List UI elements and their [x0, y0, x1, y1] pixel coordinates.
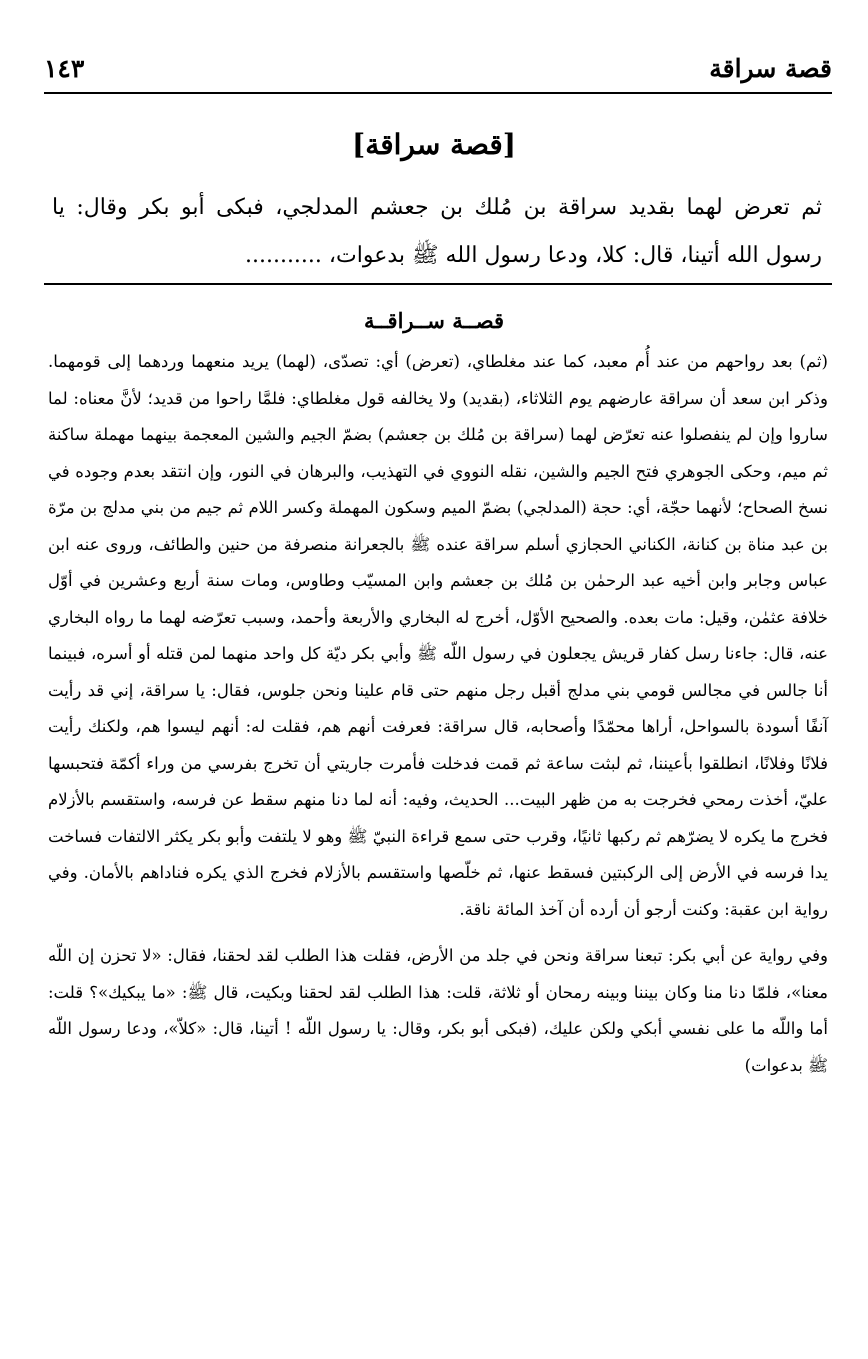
- matn-title: [قصة سراقة]: [351, 128, 516, 161]
- page-number: ١٤٣: [44, 53, 85, 83]
- matn-text: ثم تعرض لهما بقديد سراقة بن مُلك بن جعشم المدلجي، فبكى أبو بكر وقال: يا رسول الله أتينا، قال: كلا، ودعا رسول الله ﷺ بدعوات، ...........: [52, 195, 822, 268]
- running-title: قصة سراقة: [709, 53, 832, 83]
- header-rule: [44, 92, 832, 94]
- commentary-body: [48, 344, 828, 1084]
- commentary-paragraph: وفي رواية عن أبي بكر: تبعنا سراقة ونحن في جلد من الأرض، فقلت هذا الطلب لقد لحقنا، فقال: «لا تحزن إن اللّه معنا»، فلمّا دنا منا وكان بيننا وبينه رمحان أو ثلاثة، قلت: هذا الطلب لقد لحقنا وبكيت، قال ﷺ: «ما يبكيك»؟ قلت: أما واللّه ما على نفسي أبكي ولكن عليك، (فبكى أبو بكر، وقال: يا رسول اللّه ! أتينا، قال: «كلاّ»، ودعا رسول اللّه ﷺ بدعوات): [48, 946, 829, 1075]
- commentary-paragraph: (ثم) بعد رواحهم من عند أُم معبد، كما عند مغلطاي، (تعرض) أي: تصدّى، (لهما) يريد منعهما وردهما إلى قومهما. وذكر ابن سعد أن سراقة عارضهم يوم الثلاثاء، (بقديد) ولا يخالفه قول مغلطاي: فلمَّا راحوا من قديد؛ لأنَّ معناه: لما ساروا وإن لم ينفصلوا عنه تعرّض لهما (سراقة بن مُلك بن جعشم) بضمّ الجيم والشين المعجمة بينهما مهملة ساكنة ثم ميم، وحكى الجوهري فتح الجيم والشين، نقله النووي في التهذيب، والبرهان في النور، وإن انتقد بعدم وجوده في نسخ الصحاح؛ لأنهما حجّة، أي: حجة (المدلجي) بضمّ الميم وسكون المهملة وكسر اللام ثم جيم من بني مدلج بن مرّة بن عبد مناة بن كنانة، الكناني الحجازي أسلم سراقة عنده ﷺ بالجعرانة منصرفة من حنين والطائف، وروى عنه ابن عباس وجابر وابن أخيه عبد الرحمٰن بن مُلك بن جعشم وابن المسيّب وطاوس، ومات سنة أربع وعشرين في أوّل خلافة عثمٰن، وقيل: مات بعده. والصحيح الأوّل، أخرج له البخاري والأربعة وأحمد، وسبب تعرّضه لهما ما رواه البخاري عنه، قال: جاءنا رسل كفار قريش يجعلون في رسول اللّه ﷺ وأبي بكر ديّة كل واحد منهما لمن قتله أو أسره، فبينما أنا جالس في مجالس قومي بني مدلج أقبل رجل منهم حتى قام علينا ونحن جلوس، فقال: يا سراقة، إني قد رأيت آنفًا أسودة بالسواحل، أراها محمّدًا وأصحابه، قال سراقة: فعرفت أنهم هم، فقلت له: أنهم ليسوا هم، ولكنك رأيت فلانًا وفلانًا، انطلقوا بأعيننا، ثم لبثت ساعة ثم قمت فدخلت فأمرت جاريتي أن تخرج بفرسي من وراء أكمّة فتحبسها عليّ، أخذت رمحي فخرجت به من ظهر البيت... الحديث، وفيه: أنه لما دنا منهم سقط عن فرسه، واستقسم بالأزلام فخرج ما يكره لا يضرّهم ثم ركبها ثانيًا، وقرب حتى سمع قراءة النبيّ ﷺ وهو لا يلتفت وأبو بكر يكثر الالتفات فساخت يدا فرسه في الأرض إلى الركبتين فسقط عنها، ثم خلّصها واستقسم بالأزلام فخرج الذي يكره فناداهم بالأمان. وفي رواية ابن عقبة: وكنت أرجو أن أرده أن آخذ المائة ناقة.: [48, 352, 828, 919]
- matn-separator-rule: [44, 283, 832, 285]
- running-header: [44, 48, 832, 88]
- commentary-title: قصــة ســراقــة: [363, 308, 505, 333]
